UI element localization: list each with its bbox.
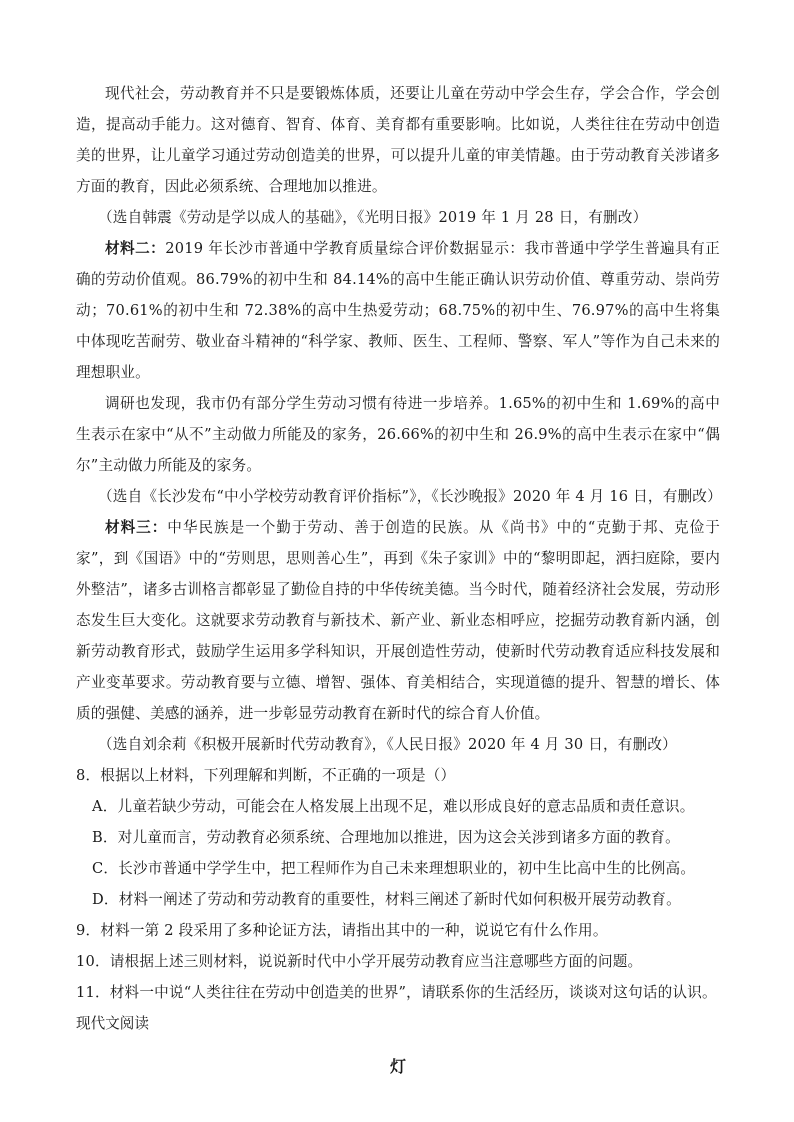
material2-text-1: 2019 年长沙市普通中学教育质量综合评价数据显示：我市普通中学学生普遍具有正确的劳动价值观。86.79%的初中生和 84.14%的高中生能正确认识劳动价值、尊重劳动、崇尚劳动；70.61%的初中生和 72.38%的高中生热爱劳动；68.75%的初中生、76.97%的高中生将集中体现吃苦耐劳、敬业奋斗精神的“科学家、教师、医生、工程师、警察、军人”等作为自己未来的理想职业。 bbox=[76, 240, 720, 381]
section-label: 现代文阅读 bbox=[76, 1015, 149, 1032]
document-page bbox=[76, 78, 720, 1079]
question-8-option-a: A．儿童若缺少劳动，可能会在人格发展上出现不足，难以形成良好的意志品质和责任意识。 bbox=[92, 798, 695, 815]
material2-label: 材料二： bbox=[105, 240, 166, 257]
question-8-option-b: B．对儿童而言，劳动教育必须系统、合理地加以推进，因为这会关涉到诸多方面的教育。 bbox=[92, 829, 680, 846]
material3-paragraph bbox=[76, 512, 720, 729]
material2-paragraph-2: 调研也发现，我市仍有部分学生劳动习惯有待进一步培养。1.65%的初中生和 1.69%的高中生表示在家中“从不”主动做力所能及的家务，26.66%的初中生和 26.9%的高中生表示在家中“偶尔”主动做力所能及的家务。 bbox=[76, 395, 720, 474]
material2-source: （选自《长沙发布“中小学校劳动教育评价指标”》，《长沙晚报》2020 年 4 月 16 日，有删改） bbox=[98, 488, 722, 505]
question-10: 10．请根据上述三则材料，说说新时代中小学开展劳动教育应当注意哪些方面的问题。 bbox=[76, 953, 643, 970]
article-title: 灯 bbox=[389, 1057, 406, 1076]
question-11: 11．材料一中说“人类往往在劳动中创造美的世界”，请联系你的生活经历，谈谈对这句话的认识。 bbox=[76, 984, 717, 1001]
question-8-option-c: C．长沙市普通中学学生中，把工程师作为自己未来理想职业的，初中生比高中生的比例高。 bbox=[92, 860, 696, 877]
material3-text: 中华民族是一个勤于劳动、善于创造的民族。从《尚书》中的“克勤于邦、克俭于家”，到《国语》中的“劳则思，思则善心生”，再到《朱子家训》中的“黎明即起，洒扫庭除，要内外整洁”，诸多古训格言都彰显了勤俭自持的中华传统美德。当今时代，随着经济社会发展，劳动形态发生巨大变化。这就要求劳动教育与新技术、新产业、新业态相呼应，挖掘劳动教育新内涵，创新劳动教育形式，鼓励学生运用多学科知识，开展创造性劳动，使新时代劳动教育适应科技发展和产业变革要求。劳动教育要与立德、增智、强体、育美相结合，实现道德的提升、智慧的增长、体质的强健、美感的涵养，进一步彰显劳动教育在新时代的综合育人价值。 bbox=[76, 519, 720, 722]
question-8-option-d: D．材料一阐述了劳动和劳动教育的重要性，材料三阐述了新时代如何积极开展劳动教育。 bbox=[92, 891, 681, 908]
question-8: 8．根据以上材料，下列理解和判断，不正确的一项是（） bbox=[76, 767, 456, 784]
material1-paragraph: 现代社会，劳动教育并不只是要锻炼体质，还要让儿童在劳动中学会生存，学会合作，学会创造，提高动手能力。这对德育、智育、体育、美育都有重要影响。比如说，人类往往在劳动中创造美的世界，让儿童学习通过劳动创造美的世界，可以提升儿童的审美情趣。由于劳动教育关涉诸多方面的教育，因此必须系统、合理地加以推进。 bbox=[76, 85, 720, 195]
material1-source: （选自韩震《劳动是学以成人的基础》，《光明日报》2019 年 1 月 28 日，有删改） bbox=[98, 209, 648, 226]
material3-label: 材料三： bbox=[105, 519, 168, 536]
material2-paragraph-1 bbox=[76, 233, 720, 388]
material3-source: （选自刘余莉《积极开展新时代劳动教育》，《人民日报》2020 年 4 月 30 日，有删改） bbox=[98, 736, 677, 753]
question-9: 9．材料一第 2 段采用了多种论证方法，请指出其中的一种，说说它有什么作用。 bbox=[76, 922, 608, 939]
